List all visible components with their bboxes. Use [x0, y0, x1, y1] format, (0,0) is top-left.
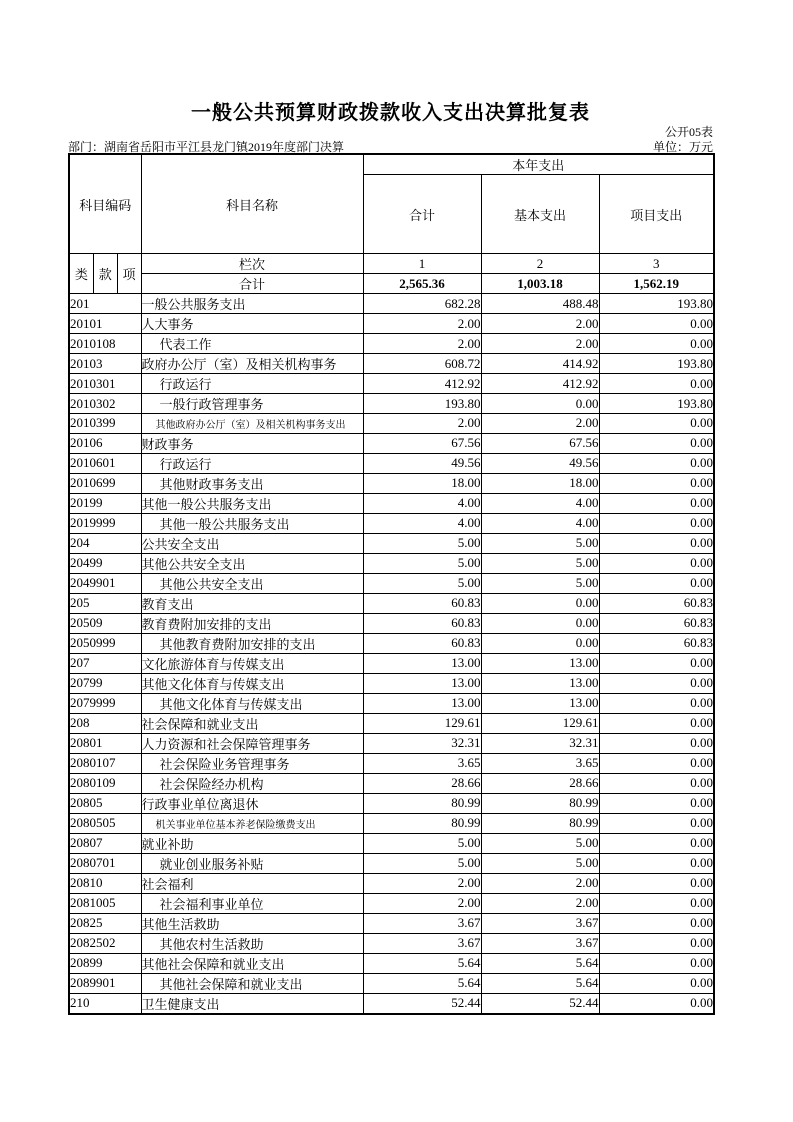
row-basic-cell: 18.00	[481, 473, 599, 493]
row-name-cell: 其他一般公共服务支出	[141, 513, 363, 533]
row-name-cell: 一般公共服务支出	[141, 294, 363, 314]
table-row	[69, 913, 714, 933]
grand-total-row	[69, 274, 714, 294]
row-name-cell: 机关事业单位基本养老保险缴费支出	[141, 813, 363, 833]
row-project-cell: 0.00	[599, 414, 714, 434]
table-row	[69, 414, 714, 434]
row-project-cell: 0.00	[599, 893, 714, 913]
section-column-label: 款	[93, 254, 117, 293]
row-total-cell: 2.00	[363, 873, 481, 893]
table-row	[69, 853, 714, 873]
item-column-label: 项	[117, 254, 141, 293]
row-total-cell: 5.64	[363, 973, 481, 993]
class-column-label: 类	[74, 267, 88, 282]
row-name-cell: 财政事务	[141, 433, 363, 453]
basic-expenditure-column-header: 基本支出	[481, 175, 599, 254]
row-code-cell: 2080701	[69, 853, 141, 873]
row-project-cell: 0.00	[599, 374, 714, 394]
table-row	[69, 553, 714, 573]
row-basic-cell: 4.00	[481, 493, 599, 513]
row-project-cell: 193.80	[599, 394, 714, 414]
row-name-cell: 其他社会保障和就业支出	[141, 973, 363, 993]
row-basic-cell: 80.99	[481, 793, 599, 813]
table-code-label: 公开05表	[664, 125, 713, 139]
row-project-cell: 0.00	[599, 533, 714, 553]
row-basic-cell: 2.00	[481, 334, 599, 354]
row-basic-cell: 5.64	[481, 973, 599, 993]
row-name-cell: 社会保险经办机构	[141, 773, 363, 793]
row-name-cell: 代表工作	[141, 334, 363, 354]
row-basic-cell: 0.00	[481, 394, 599, 414]
row-code-cell: 2010399	[69, 414, 141, 434]
row-name-cell: 人力资源和社会保障管理事务	[141, 733, 363, 753]
row-project-cell: 0.00	[599, 693, 714, 713]
table-head-section	[69, 154, 714, 294]
row-project-cell: 0.00	[599, 953, 714, 973]
row-basic-cell: 414.92	[481, 354, 599, 374]
row-name-cell: 文化旅游体育与传媒支出	[141, 653, 363, 673]
row-total-cell: 3.65	[363, 753, 481, 773]
table-row	[69, 873, 714, 893]
table-row	[69, 953, 714, 973]
row-basic-cell: 412.92	[481, 374, 599, 394]
row-code-cell: 20807	[69, 833, 141, 853]
row-code-cell: 20106	[69, 433, 141, 453]
row-total-cell: 2.00	[363, 893, 481, 913]
table-row	[69, 473, 714, 493]
row-project-cell: 0.00	[599, 334, 714, 354]
row-total-cell: 5.00	[363, 853, 481, 873]
column-number-1: 1	[363, 254, 481, 274]
row-basic-cell: 488.48	[481, 294, 599, 314]
row-total-cell: 4.00	[363, 493, 481, 513]
grand-total-value: 2,565.36	[363, 274, 481, 294]
row-project-cell: 0.00	[599, 653, 714, 673]
row-total-cell: 60.83	[363, 633, 481, 653]
row-total-cell: 32.31	[363, 733, 481, 753]
row-code-cell: 20801	[69, 733, 141, 753]
row-code-cell: 210	[69, 993, 141, 1014]
table-row	[69, 294, 714, 314]
row-code-cell: 2010108	[69, 334, 141, 354]
table-row	[69, 653, 714, 673]
row-name-cell: 教育支出	[141, 593, 363, 613]
row-code-cell: 20825	[69, 913, 141, 933]
row-basic-cell: 13.00	[481, 653, 599, 673]
row-total-cell: 18.00	[363, 473, 481, 493]
row-code-cell: 2089901	[69, 973, 141, 993]
row-total-cell: 28.66	[363, 773, 481, 793]
table-row	[69, 893, 714, 913]
row-name-cell: 其他一般公共服务支出	[141, 493, 363, 513]
row-total-cell: 2.00	[363, 314, 481, 334]
current-year-expenditure-header: 本年支出	[363, 154, 714, 175]
row-total-cell: 13.00	[363, 653, 481, 673]
row-name-cell: 政府办公厅（室）及相关机构事务	[141, 354, 363, 374]
row-total-cell: 129.61	[363, 713, 481, 733]
table-row	[69, 773, 714, 793]
row-basic-cell: 80.99	[481, 813, 599, 833]
table-row	[69, 354, 714, 374]
row-code-cell: 208	[69, 713, 141, 733]
row-project-cell: 0.00	[599, 314, 714, 334]
row-code-cell: 20499	[69, 553, 141, 573]
row-name-cell: 其他公共安全支出	[141, 573, 363, 593]
row-basic-cell: 13.00	[481, 693, 599, 713]
row-code-cell: 20103	[69, 354, 141, 374]
row-project-cell: 0.00	[599, 733, 714, 753]
table-row	[69, 793, 714, 813]
row-project-cell: 193.80	[599, 294, 714, 314]
table-row	[69, 394, 714, 414]
row-basic-cell: 2.00	[481, 873, 599, 893]
project-expenditure-column-header: 项目支出	[599, 175, 714, 254]
row-project-cell: 0.00	[599, 773, 714, 793]
row-project-cell: 0.00	[599, 793, 714, 813]
row-basic-cell: 5.00	[481, 553, 599, 573]
total-column-header: 合计	[363, 175, 481, 254]
row-basic-cell: 67.56	[481, 433, 599, 453]
row-code-cell: 2010601	[69, 453, 141, 473]
row-project-cell: 0.00	[599, 513, 714, 533]
table-row	[69, 433, 714, 453]
row-code-cell: 20101	[69, 314, 141, 334]
row-code-cell: 20199	[69, 493, 141, 513]
table-row	[69, 753, 714, 773]
table-body	[69, 294, 714, 1014]
row-basic-cell: 2.00	[481, 414, 599, 434]
row-basic-cell: 52.44	[481, 993, 599, 1014]
row-code-cell: 20810	[69, 873, 141, 893]
row-total-cell: 193.80	[363, 394, 481, 414]
row-basic-cell: 3.67	[481, 933, 599, 953]
row-project-cell: 60.83	[599, 593, 714, 613]
row-project-cell: 0.00	[599, 713, 714, 733]
row-total-cell: 4.00	[363, 513, 481, 533]
row-name-cell: 其他社会保障和就业支出	[141, 953, 363, 973]
row-name-cell: 就业创业服务补贴	[141, 853, 363, 873]
table-row	[69, 673, 714, 693]
row-total-cell: 2.00	[363, 334, 481, 354]
row-name-cell: 其他教育费附加安排的支出	[141, 633, 363, 653]
row-project-cell: 60.83	[599, 633, 714, 653]
row-name-cell: 其他公共安全支出	[141, 553, 363, 573]
table-row	[69, 573, 714, 593]
table-row	[69, 593, 714, 613]
row-basic-cell: 5.00	[481, 533, 599, 553]
table-row	[69, 973, 714, 993]
budget-table	[68, 153, 715, 1015]
row-project-cell: 0.00	[599, 673, 714, 693]
row-name-cell: 社会保障和就业支出	[141, 713, 363, 733]
row-total-cell: 3.67	[363, 933, 481, 953]
table-row	[69, 993, 714, 1014]
row-name-cell: 其他政府办公厅（室）及相关机构事务支出	[141, 414, 363, 434]
row-code-cell: 2080109	[69, 773, 141, 793]
row-name-cell: 公共安全支出	[141, 533, 363, 553]
row-project-cell: 0.00	[599, 873, 714, 893]
row-total-cell: 67.56	[363, 433, 481, 453]
row-name-cell: 行政事业单位离退休	[141, 793, 363, 813]
row-code-cell: 20805	[69, 793, 141, 813]
row-code-cell: 2010301	[69, 374, 141, 394]
column-number-2: 2	[481, 254, 599, 274]
row-code-cell: 2010699	[69, 473, 141, 493]
row-code-cell: 205	[69, 593, 141, 613]
row-basic-cell: 0.00	[481, 593, 599, 613]
table-row	[69, 513, 714, 533]
row-project-cell: 0.00	[599, 913, 714, 933]
row-code-cell: 20509	[69, 613, 141, 633]
table-row	[69, 693, 714, 713]
table-row	[69, 493, 714, 513]
row-total-cell: 13.00	[363, 693, 481, 713]
row-project-cell: 0.00	[599, 973, 714, 993]
row-code-cell: 20899	[69, 953, 141, 973]
row-basic-cell: 2.00	[481, 893, 599, 913]
column-number-3: 3	[599, 254, 714, 274]
row-basic-cell: 3.67	[481, 913, 599, 933]
row-name-cell: 其他生活救助	[141, 913, 363, 933]
row-project-cell: 60.83	[599, 613, 714, 633]
row-project-cell: 0.00	[599, 573, 714, 593]
row-total-cell: 5.00	[363, 573, 481, 593]
unit-label: 单位：万元	[652, 140, 713, 154]
row-project-cell: 0.00	[599, 993, 714, 1014]
page-title: 一般公共预算财政拨款收入支出决算批复表	[191, 102, 590, 124]
row-basic-cell: 32.31	[481, 733, 599, 753]
row-total-cell: 5.00	[363, 553, 481, 573]
row-basic-cell: 0.00	[481, 633, 599, 653]
class-section-item-cell	[69, 254, 141, 294]
row-basic-cell: 5.64	[481, 953, 599, 973]
row-total-cell: 80.99	[363, 813, 481, 833]
row-basic-cell: 5.00	[481, 853, 599, 873]
row-name-cell: 行政运行	[141, 453, 363, 473]
table-row	[69, 833, 714, 853]
row-name-cell: 教育费附加安排的支出	[141, 613, 363, 633]
row-total-cell: 2.00	[363, 414, 481, 434]
row-project-cell: 0.00	[599, 553, 714, 573]
row-total-cell: 682.28	[363, 294, 481, 314]
row-code-cell: 2049901	[69, 573, 141, 593]
column-index-row	[69, 254, 714, 274]
table-row	[69, 733, 714, 753]
row-project-cell: 0.00	[599, 933, 714, 953]
row-code-cell: 2050999	[69, 633, 141, 653]
grand-total-label: 合计	[141, 274, 363, 294]
table-row	[69, 813, 714, 833]
department-label: 部门：湖南省岳阳市平江县龙门镇2019年度部门决算	[68, 140, 345, 154]
row-total-cell: 5.64	[363, 953, 481, 973]
row-code-cell: 2079999	[69, 693, 141, 713]
row-basic-cell: 13.00	[481, 673, 599, 693]
row-name-cell: 就业补助	[141, 833, 363, 853]
row-basic-cell: 2.00	[481, 314, 599, 334]
row-name-cell: 人大事务	[141, 314, 363, 334]
row-project-cell: 193.80	[599, 354, 714, 374]
row-project-cell: 0.00	[599, 753, 714, 773]
row-name-cell: 社会福利	[141, 873, 363, 893]
row-total-cell: 5.00	[363, 533, 481, 553]
row-name-cell: 社会保险业务管理事务	[141, 753, 363, 773]
table-row	[69, 453, 714, 473]
table-row	[69, 613, 714, 633]
row-basic-cell: 49.56	[481, 453, 599, 473]
table-row	[69, 314, 714, 334]
row-code-cell: 2082502	[69, 933, 141, 953]
row-total-cell: 3.67	[363, 913, 481, 933]
row-total-cell: 412.92	[363, 374, 481, 394]
row-basic-cell: 4.00	[481, 513, 599, 533]
table-row	[69, 533, 714, 553]
row-total-cell: 13.00	[363, 673, 481, 693]
table-row	[69, 374, 714, 394]
row-code-cell: 201	[69, 294, 141, 314]
table-row	[69, 334, 714, 354]
row-code-cell: 204	[69, 533, 141, 553]
row-name-cell: 卫生健康支出	[141, 993, 363, 1014]
row-name-cell: 其他文化体育与传媒支出	[141, 693, 363, 713]
row-code-cell: 207	[69, 653, 141, 673]
row-total-cell: 49.56	[363, 453, 481, 473]
subject-name-header: 科目名称	[141, 154, 363, 254]
row-name-cell: 行政运行	[141, 374, 363, 394]
grand-total-project-value: 1,562.19	[599, 274, 714, 294]
row-project-cell: 0.00	[599, 453, 714, 473]
row-basic-cell: 5.00	[481, 833, 599, 853]
row-name-cell: 一般行政管理事务	[141, 394, 363, 414]
row-basic-cell: 0.00	[481, 613, 599, 633]
row-total-cell: 608.72	[363, 354, 481, 374]
table-row	[69, 933, 714, 953]
row-project-cell: 0.00	[599, 833, 714, 853]
grand-total-basic-value: 1,003.18	[481, 274, 599, 294]
subject-code-header: 科目编码	[69, 154, 141, 254]
row-code-cell: 2081005	[69, 893, 141, 913]
row-project-cell: 0.00	[599, 473, 714, 493]
row-project-cell: 0.00	[599, 433, 714, 453]
row-code-cell: 2019999	[69, 513, 141, 533]
row-basic-cell: 3.65	[481, 753, 599, 773]
row-total-cell: 52.44	[363, 993, 481, 1014]
row-name-cell: 其他财政事务支出	[141, 473, 363, 493]
row-total-cell: 60.83	[363, 593, 481, 613]
row-code-cell: 2010302	[69, 394, 141, 414]
row-name-cell: 其他农村生活救助	[141, 933, 363, 953]
row-total-cell: 60.83	[363, 613, 481, 633]
row-code-cell: 2080505	[69, 813, 141, 833]
row-name-cell: 其他文化体育与传媒支出	[141, 673, 363, 693]
row-code-cell: 20799	[69, 673, 141, 693]
row-total-cell: 5.00	[363, 833, 481, 853]
header-row-top	[69, 154, 714, 175]
row-code-cell: 2080107	[69, 753, 141, 773]
row-basic-cell: 28.66	[481, 773, 599, 793]
column-index-label: 栏次	[141, 254, 363, 274]
row-project-cell: 0.00	[599, 493, 714, 513]
row-name-cell: 社会福利事业单位	[141, 893, 363, 913]
table-row	[69, 713, 714, 733]
row-project-cell: 0.00	[599, 853, 714, 873]
row-project-cell: 0.00	[599, 813, 714, 833]
row-basic-cell: 129.61	[481, 713, 599, 733]
row-basic-cell: 5.00	[481, 573, 599, 593]
row-total-cell: 80.99	[363, 793, 481, 813]
table-row	[69, 633, 714, 653]
